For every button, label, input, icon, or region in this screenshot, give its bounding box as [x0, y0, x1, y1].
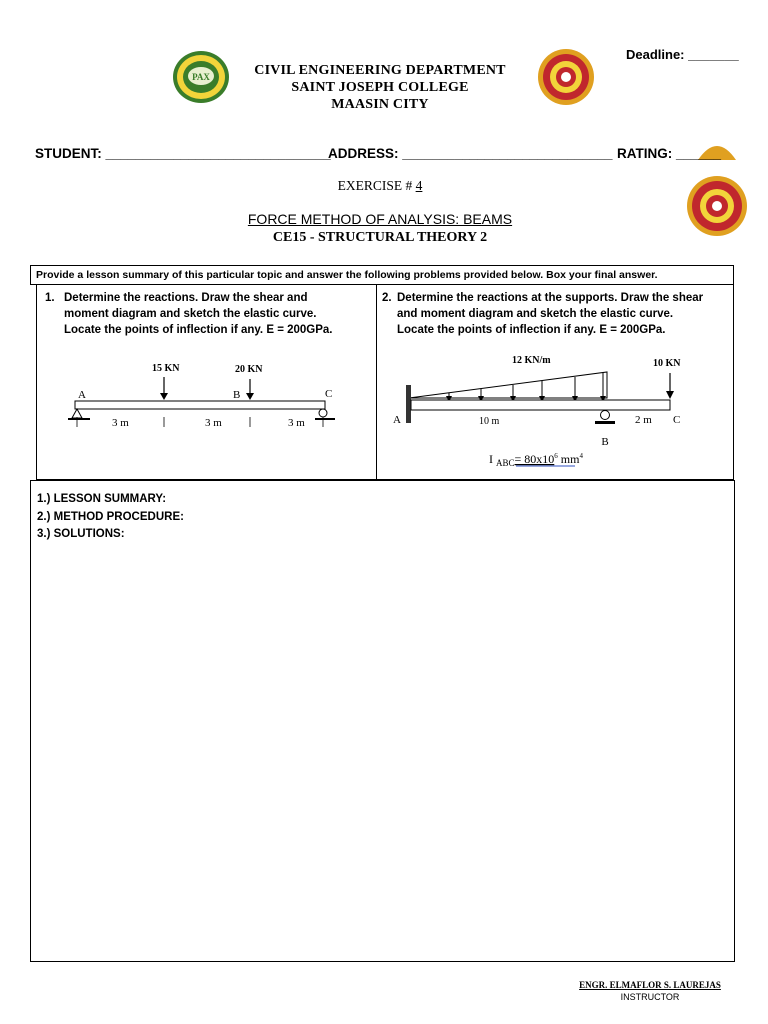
problem2-fixed-support [406, 385, 411, 423]
problem1-pin-support [72, 409, 82, 418]
problem1-load2-arrowhead [246, 393, 254, 400]
problem2-text [397, 290, 732, 338]
pax-logo-text: PAX [192, 72, 210, 82]
solutions-label: 3.) SOLUTIONS: [37, 528, 125, 540]
problem1-load2-label: 20 KN [235, 364, 263, 375]
problem2-beam [411, 400, 670, 410]
problem1-beam [75, 401, 325, 409]
problem2-dist-load-label: 12 KN/m [512, 355, 551, 366]
exercise-title [230, 178, 530, 194]
problem2-line3: Locate the points of inflection if any. E = 200GPa. [397, 324, 666, 336]
problem1-line1: Determine the reactions. Draw the shear and [64, 292, 308, 304]
problem2-span1: 10 m [479, 416, 500, 427]
problem1-beam-diagram [60, 355, 360, 435]
method-procedure-label: 2.) METHOD PROCEDURE: [37, 511, 184, 523]
instructor-name: ENGR. ELMAFLOR S. LAUREJAS [579, 980, 721, 990]
pax-logo [172, 50, 230, 104]
problem1-load1-arrowhead [160, 393, 168, 400]
problem1-roller-support [319, 409, 327, 417]
exercise-number: 4 [415, 178, 423, 193]
problem1-point-a: A [78, 389, 86, 401]
problem2-beam-diagram [385, 345, 725, 475]
address-field[interactable]: ADDRESS: ____________________________ [328, 146, 613, 161]
problem2-point-b: B [601, 436, 609, 448]
problem1-span2: 3 m [205, 417, 222, 429]
problem1-text [64, 290, 374, 338]
lesson-summary-label: 1.) LESSON SUMMARY: [37, 493, 167, 505]
problem1-point-b: B [233, 389, 241, 401]
problem1-load1-label: 15 KN [152, 363, 180, 374]
problem2-point-load-label: 10 KN [653, 358, 681, 369]
exercise-label: EXERCISE # [337, 178, 416, 193]
student-field[interactable]: STUDENT: ______________________________ [35, 146, 331, 161]
problem1-span3: 3 m [288, 417, 305, 429]
problem1-line2: moment diagram and sketch the elastic curve. [64, 308, 317, 320]
problem1-number: 1. [45, 292, 55, 304]
instructor-role: INSTRUCTOR [620, 992, 680, 1002]
problem1-point-c: C [325, 388, 333, 400]
problem2-load-arrows [449, 373, 603, 401]
topic-title: FORCE METHOD OF ANALYSIS: BEAMS [247, 211, 513, 227]
problem2-line1: Determine the reactions at the supports. Draw the shear [397, 292, 704, 304]
rating-field[interactable]: RATING: ______ [617, 146, 722, 161]
course-title: CE15 - STRUCTURAL THEORY 2 [272, 230, 488, 245]
problem2-point-c: C [673, 414, 681, 426]
problem1-span1: 3 m [112, 417, 129, 429]
problem1-line3: Locate the points of inflection if any. E = 200GPa. [64, 324, 333, 336]
problem2-number: 2. [382, 292, 392, 304]
problem2-roller-ground [595, 421, 615, 424]
problem2-inertia: I $_{ABC}= 80x10^6$ $mm^4$ [489, 452, 583, 468]
college-seal-logo [535, 48, 597, 106]
school-name: SAINT JOSEPH COLLEGE [291, 80, 469, 95]
problems-divider [376, 285, 377, 480]
answer-box[interactable] [30, 480, 735, 962]
problem2-load-triangle [409, 372, 607, 398]
department-name: CIVIL ENGINEERING DEPARTMENT [254, 63, 506, 78]
city-name: MAASIN CITY [331, 97, 429, 112]
instructions-box: Provide a lesson summary of this particular topic and answer the following problems provided below. Box your final answer. [30, 265, 734, 285]
problem2-line2: and moment diagram and sketch the elastic curve. [397, 308, 674, 320]
deadline-label: Deadline: _______ [626, 47, 739, 62]
problem2-point-a: A [393, 414, 401, 426]
problem2-roller-support [601, 411, 610, 420]
problem2-span2: 2 m [635, 414, 652, 426]
